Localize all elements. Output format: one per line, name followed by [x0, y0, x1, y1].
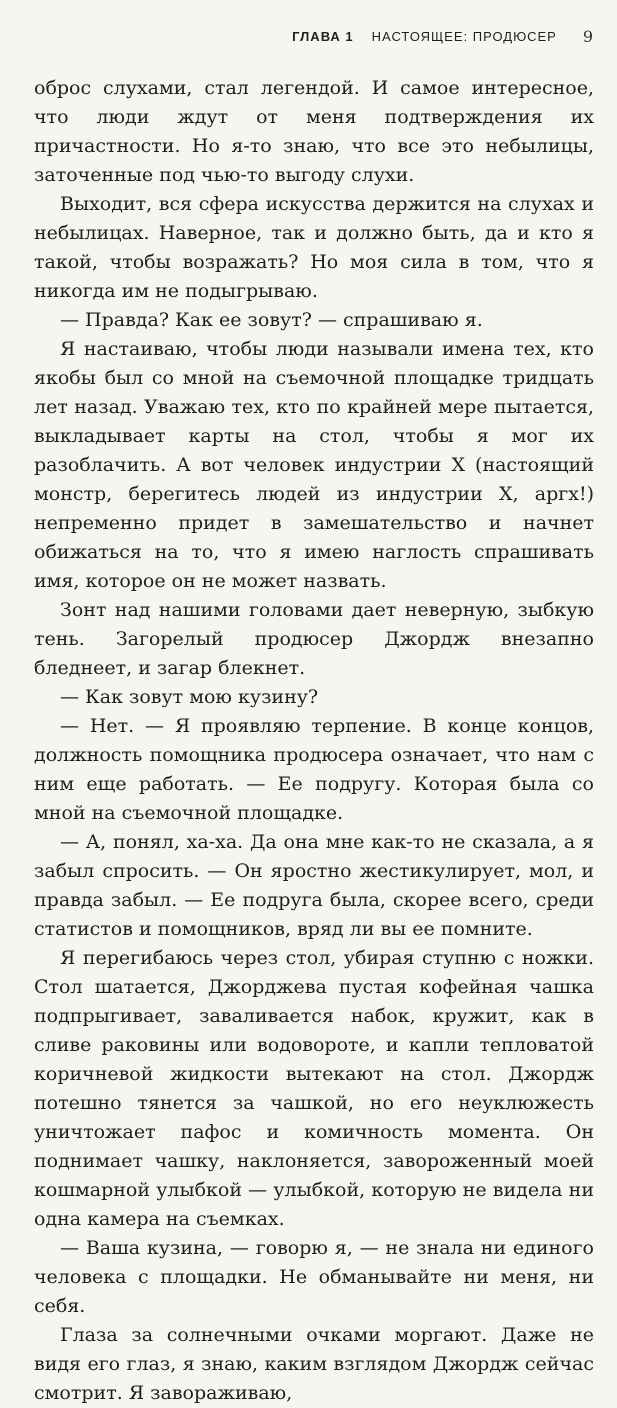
paragraph-9: Я перегибаюсь через стол, убирая ступню с ножки. Стол шатается, Джорджева пустая кофейная чашка подпрыгивает, заваливается набок, кружит, как в сливе раковины или водовороте, и капли тепловатой коричневой жидкости вытекают на стол. Джордж потешно тянется за чашкой, но его неуклюжесть уничтожает пафос и комичность момента. Он поднимает чашку, наклоняется, завороженный моей кошмарной улыбкой — улыбкой, которую не видела ни одна камера на съемках. [34, 947, 594, 1230]
paragraph-4: Я настаиваю, чтобы люди называли имена тех, кто якобы был со мной на съемочной площадке тридцать лет назад. Уважаю тех, кто по крайней мере пытается, выкладывает карты на стол, чтобы я мог их разоблачить. А вот человек индустрии X (настоящий монстр, берегитесь людей из индустрии X, аргх!) непременно придет в замешательство и начнет обижаться на то, что я имею наглость спрашивать имя, которое он не может назвать. [34, 338, 594, 592]
paragraph-5: Зонт над нашими головами дает неверную, зыбкую тень. Загорелый продюсер Джордж внезапно бледнеет, и загар блекнет. [34, 599, 594, 679]
page-number: 9 [582, 26, 594, 46]
paragraph-2: Выходит, вся сфера искусства держится на слухах и небылицах. Наверное, так и должно быть, да и кто я такой, чтобы возражать? Но моя сила в том, что я никогда им не подыгрываю. [34, 193, 594, 302]
paragraph-3: — Правда? Как ее зовут? — спрашиваю я. [60, 309, 483, 331]
chapter-label: ГЛАВА 1 [292, 28, 354, 44]
book-page [34, 18, 594, 1404]
paragraph-10: — Ваша кузина, — говорю я, — не знала ни единого человека с площадки. Не обманывайте ни меня, ни себя. [34, 1237, 594, 1317]
paragraph-7: — Нет. — Я проявляю терпение. В конце концов, должность помощника продюсера означает, что нам с ним еще работать. — Ее подругу. Которая была со мной на съемочной площадке. [34, 715, 594, 824]
paragraph-1: оброс слухами, стал легендой. И самое интересное, что люди ждут от меня подтверждения их причастности. Но я-то знаю, что все это небылицы, заточенные под чью-то выгоду слухи. [34, 77, 594, 186]
paragraph-8: — А, понял, ха-ха. Да она мне как-то не сказала, а я забыл спросить. — Он яростно жестикулирует, мол, и правда забыл. — Ее подруга была, скорее всего, среди статистов и помощников, вряд ли вы ее помните. [34, 831, 594, 940]
page-body-text [34, 74, 594, 1408]
section-title: НАСТОЯЩЕЕ: ПРОДЮСЕР [371, 28, 557, 44]
paragraph-6: — Как зовут мою кузину? [60, 686, 319, 708]
paragraph-11: Глаза за солнечными очками моргают. Даже не видя его глаз, я знаю, каким взглядом Джордж сейчас смотрит. Я завораживаю, [34, 1324, 594, 1404]
running-header [34, 18, 594, 54]
